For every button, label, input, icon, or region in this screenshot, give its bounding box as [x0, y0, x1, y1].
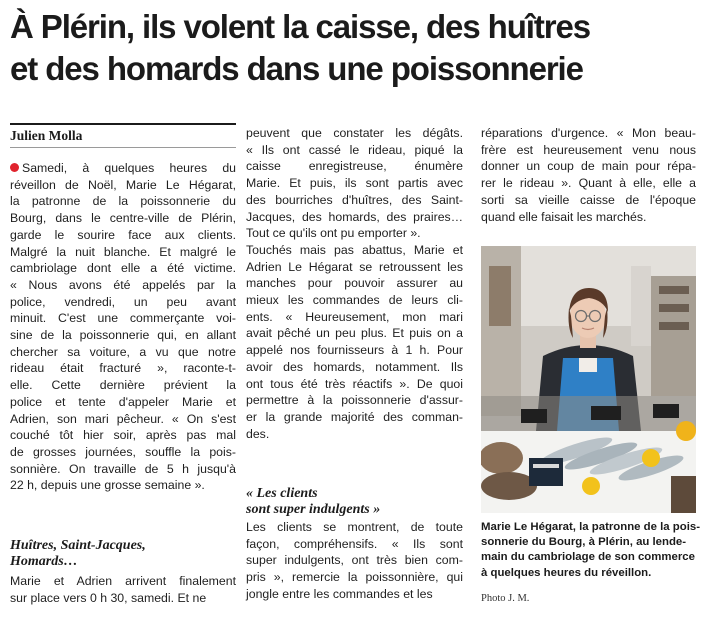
headline: [10, 6, 705, 90]
text-line: super indulgents, ont très bien com-: [246, 553, 463, 568]
text-line: chercher sa voiture, a vu que notre: [10, 344, 236, 359]
caption-line: sonnerie du Bourg, à Plérin, au lende-: [481, 536, 687, 549]
text-line: « Ils ont cassé le rideau, piqué la: [246, 142, 463, 157]
text-line: 22 h, depuis une grosse semaine ».: [10, 478, 205, 493]
photo-caption: [481, 520, 701, 581]
byline: Julien Molla: [10, 128, 83, 143]
subhead-line: « Les clients: [246, 486, 318, 501]
text-line: ont tous été très réactifs ». De quoi: [246, 376, 463, 391]
text-line: garde le sourire face aux clients.: [10, 227, 236, 242]
text-line: rer le rideau ». Quant à elle, elle a: [481, 176, 696, 191]
subhead-clients: [246, 486, 463, 518]
text-line: réparations d'urgence. « Mon beau-: [481, 126, 696, 140]
text-line: rideau était fracturé », raconte-t-: [10, 361, 236, 376]
text-line: sine de la poissonnerie qui, en allant: [10, 328, 236, 343]
text-line: couché tôt hier soir, après pas mal: [10, 428, 236, 443]
text-line: permettre à la poissonnerie d'assur-: [246, 393, 463, 408]
caption-line: Marie Le Hégarat, la patronne de la pois-: [481, 521, 701, 533]
text-line: Malgré la nuit blanche. Et malgré le: [10, 244, 236, 259]
text-line: avait pêché un peu plus. Et puis on a: [246, 326, 463, 341]
article-column-1: [10, 160, 236, 494]
subhead-huitres: [10, 538, 236, 570]
text-line: appelé nos fournisseurs à 1 h. Pour: [246, 343, 463, 358]
text-line: elle. Cette dernière prévient la: [10, 378, 236, 393]
text-line: peuvent que constater les dégâts.: [246, 126, 463, 140]
text-line: de grosses journées, souffle la pois-: [10, 444, 236, 459]
text-line: er la grande majorité des comman-: [246, 409, 463, 424]
text-line: minuit. C'est une commerçante voi-: [10, 311, 236, 326]
text-line: police et tente d'appeler Marie et: [10, 394, 236, 409]
caption-line: à quelques heures du réveillon.: [481, 566, 652, 579]
text-line: caisse enregistreuse, énumère: [246, 159, 463, 174]
text-line: réveillon de Noël, Marie Le Hégarat,: [10, 177, 236, 192]
text-line: des.: [246, 426, 270, 441]
subhead-line: sont super indulgents »: [246, 502, 381, 517]
text-line: Samedi, à quelques heures du: [10, 160, 236, 177]
fishmonger-photo-illustration: [481, 246, 696, 513]
text-line: Adrien Le Hégarat se retroussent les: [246, 259, 463, 274]
text-line: Bourg, dans le centre-ville de Plérin,: [10, 211, 236, 226]
text-line: pris », remercie la poissonnière, qui: [246, 570, 463, 585]
text-line: des bourriches d'huîtres, des Saint-: [246, 192, 463, 207]
headline-line: et des homards dans une poissonnerie: [10, 50, 583, 87]
text-line: avoir des homards, notamment. Ils: [246, 359, 463, 374]
text-line: sonnière. On travaille de 5 h jusqu'à: [10, 461, 236, 476]
text-line: Les clients se montrent, de toute: [246, 520, 463, 534]
article-column-1-continued: [10, 573, 236, 606]
photo-credit: Photo J. M.: [481, 593, 530, 604]
text-line: sorti sa vieille caisse de l'époque: [481, 192, 696, 207]
text-line: Marie. Et puis, ils sont partis avec: [246, 176, 463, 191]
text-line: jongle entre les commandes et les: [246, 586, 433, 601]
byline-underline: [10, 147, 236, 148]
text-line: sur place vers 0 h 30, samedi. Et ne: [10, 590, 207, 605]
article-column-2: [246, 125, 463, 442]
text-line: police, vendredi, un peu avant: [10, 294, 236, 309]
text-line: Touchés mais pas abattus, Marie et: [246, 242, 463, 257]
text-line: manches pour pouvoir assurer au: [246, 276, 463, 291]
caption-line: main du cambriolage de son commerce: [481, 551, 695, 564]
text-line: « Nous avons été appelés par la: [10, 277, 236, 292]
bullet-dot-icon: [10, 163, 19, 172]
text-line: Jacques, des homards, des praires…: [246, 209, 463, 224]
text-line: mieux les commandes de leurs cli-: [246, 293, 463, 308]
subhead-line: Homards…: [10, 554, 78, 569]
text-line: Tout ce qu'ils ont pu emporter ».: [246, 226, 421, 241]
byline-rule: [10, 123, 236, 125]
text-line: façon, compréhensifs. « Ils sont: [246, 536, 463, 551]
text-line: ents. « Heureusement, mon mari: [246, 309, 463, 324]
article-column-2-continued: [246, 519, 463, 603]
text-line: Adrien, son mari pêcheur. « On s'est: [10, 411, 236, 426]
subhead-line: Huîtres, Saint-Jacques,: [10, 538, 146, 553]
text-line: Marie et Adrien arrivent finalement: [10, 574, 236, 588]
text-line: quand elle faisait les marchés.: [481, 209, 647, 224]
text-line: la patronne de la poissonnerie du: [10, 194, 236, 209]
text-line: donner un coup de main pour répa-: [481, 159, 696, 174]
article-column-3: [481, 125, 696, 225]
article-photo: [481, 246, 696, 513]
text-line: frère est heureusement venu nous: [481, 142, 696, 157]
headline-line: À Plérin, ils volent la caisse, des huîtres: [10, 8, 590, 45]
text-line: cambriolage dont elle a été victime.: [10, 261, 236, 276]
